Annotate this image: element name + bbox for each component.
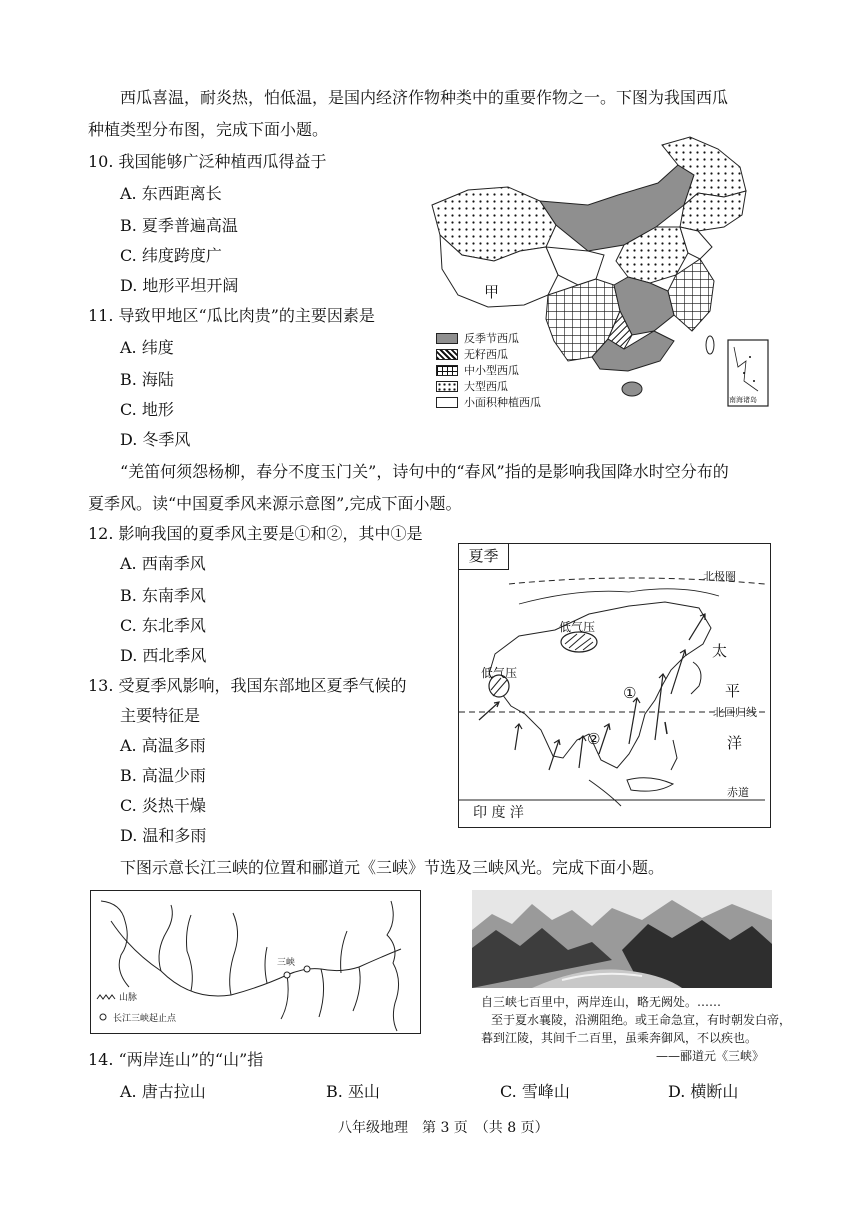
legend-label: 中小型西瓜 bbox=[464, 364, 519, 377]
legend-item-off-season bbox=[436, 331, 519, 345]
summer-monsoon-map bbox=[458, 543, 771, 828]
poem-line-2: 至于夏水襄陵，沿溯阻绝。或王命急宣，有时朝发白帝， bbox=[491, 1013, 792, 1027]
arctic-circle-label: 北极圈 bbox=[703, 570, 736, 583]
watermelon-distribution-map bbox=[428, 135, 770, 410]
q13-option-b: B. 高温少雨 bbox=[120, 766, 206, 785]
q12-option-b: B. 东南季风 bbox=[120, 586, 206, 605]
legend-swatch bbox=[436, 381, 458, 392]
intro3-text: 下图示意长江三峡的位置和郦道元《三峡》节选及三峡风光。完成下面小题。 bbox=[120, 858, 665, 877]
legend-label: 大型西瓜 bbox=[464, 380, 508, 393]
season-label: 夏季 bbox=[459, 544, 509, 570]
indian-ocean-label: 印 度 洋 bbox=[473, 805, 524, 821]
page-footer: 八年级地理 第 3 页 （共 8 页） bbox=[338, 1120, 549, 1136]
poem-line-3: 暮到江陵，其间千二百里，虽乘奔御风，不以疾也。 bbox=[481, 1031, 758, 1045]
q14-option-d: D. 横断山 bbox=[668, 1082, 739, 1101]
q11-option-c: C. 地形 bbox=[120, 400, 174, 419]
q11-option-d: D. 冬季风 bbox=[120, 430, 191, 449]
legend-label: 无籽西瓜 bbox=[464, 348, 508, 361]
legend-item-large bbox=[436, 379, 508, 393]
equator-label: 赤道 bbox=[727, 786, 749, 799]
q12-option-d: D. 西北季风 bbox=[120, 646, 207, 665]
q11-option-b: B. 海陆 bbox=[120, 370, 174, 389]
legend-swatch bbox=[436, 365, 458, 376]
question-12-stem: 12. 影响我国的夏季风主要是①和②，其中①是 bbox=[88, 524, 423, 543]
region-jia-label: 甲 bbox=[484, 283, 500, 301]
q10-option-b: B. 夏季普遍高温 bbox=[120, 216, 238, 235]
q14-option-b: B. 巫山 bbox=[326, 1082, 380, 1101]
q14-option-a: A. 唐古拉山 bbox=[120, 1082, 206, 1101]
q13-option-a: A. 高温多雨 bbox=[120, 736, 206, 755]
q10-option-a: A. 东西距离长 bbox=[120, 184, 222, 203]
q13-option-c: C. 炎热干燥 bbox=[120, 796, 206, 815]
intro-text-line-1: 西瓜喜温，耐炎热，怕低温，是国内经济作物种类中的重要作物之一。下图为我国西瓜 bbox=[120, 88, 729, 107]
legend-item-small-medium bbox=[436, 363, 519, 377]
legend-item-small-area bbox=[436, 395, 541, 409]
question-14-stem: 14. “两岸连山”的“山”指 bbox=[88, 1050, 264, 1069]
intro2-text-line-2: 夏季风。读“中国夏季风来源示意图”,完成下面小题。 bbox=[88, 494, 462, 513]
intro-text-line-2: 种植类型分布图，完成下面小题。 bbox=[88, 120, 329, 139]
q12-option-c: C. 东北季风 bbox=[120, 616, 206, 635]
question-13-stem-line-1: 13. 受夏季风影响，我国东部地区夏季气候的 bbox=[88, 676, 407, 695]
q10-option-c: C. 纬度跨度广 bbox=[120, 246, 222, 265]
legend-swatch bbox=[436, 333, 458, 344]
monsoon-map-graphic bbox=[459, 544, 769, 826]
monsoon-marker-2: ② bbox=[587, 730, 601, 748]
question-11-stem: 11. 导致甲地区“瓜比肉贵”的主要因素是 bbox=[88, 306, 375, 325]
q11-option-a: A. 纬度 bbox=[120, 338, 174, 357]
legend-swatch bbox=[436, 349, 458, 360]
poem-line-1: 自三峡七百里中，两岸连山，略无阙处。…… bbox=[481, 995, 722, 1009]
pacific-label-3: 洋 bbox=[727, 734, 743, 752]
q13-option-d: D. 温和多雨 bbox=[120, 826, 207, 845]
legend-mountain-label: 山脉 bbox=[119, 993, 138, 1003]
tropic-of-cancer-label: 北回归线 bbox=[713, 706, 757, 719]
legend-item-seedless bbox=[436, 347, 508, 361]
south-china-sea-inset-label: 南海诸岛 bbox=[729, 396, 757, 404]
low-pressure-label-south: 低气压 bbox=[481, 666, 518, 680]
low-pressure-label-north: 低气压 bbox=[559, 620, 596, 634]
question-10-stem: 10. 我国能够广泛种植西瓜得益于 bbox=[88, 152, 327, 171]
legend-label: 小面积种植西瓜 bbox=[464, 396, 541, 409]
legend-gorge-point-label: 长江三峡起止点 bbox=[113, 1014, 177, 1024]
q14-option-c: C. 雪峰山 bbox=[500, 1082, 570, 1101]
three-gorges-landscape-photo bbox=[472, 890, 772, 988]
pacific-label-1: 太 bbox=[712, 642, 728, 660]
map-legend bbox=[436, 331, 576, 411]
pacific-label-2: 平 bbox=[725, 682, 741, 700]
legend-label: 反季节西瓜 bbox=[464, 332, 519, 345]
monsoon-marker-1: ① bbox=[623, 684, 637, 702]
q12-option-a: A. 西南季风 bbox=[120, 554, 206, 573]
q10-option-d: D. 地形平坦开阔 bbox=[120, 276, 239, 295]
poem-author: ——郦道元《三峡》 bbox=[656, 1049, 765, 1063]
question-13-stem-line-2: 主要特征是 bbox=[120, 706, 201, 725]
landscape-graphic bbox=[472, 890, 772, 988]
legend-swatch bbox=[436, 397, 458, 408]
three-gorges-label: 三峡 bbox=[277, 958, 296, 968]
intro2-text-line-1: “羌笛何须怨杨柳，春分不度玉门关”，诗句中的“春风”指的是影响我国降水时空分布的 bbox=[120, 462, 729, 481]
three-gorges-location-map bbox=[90, 890, 421, 1034]
